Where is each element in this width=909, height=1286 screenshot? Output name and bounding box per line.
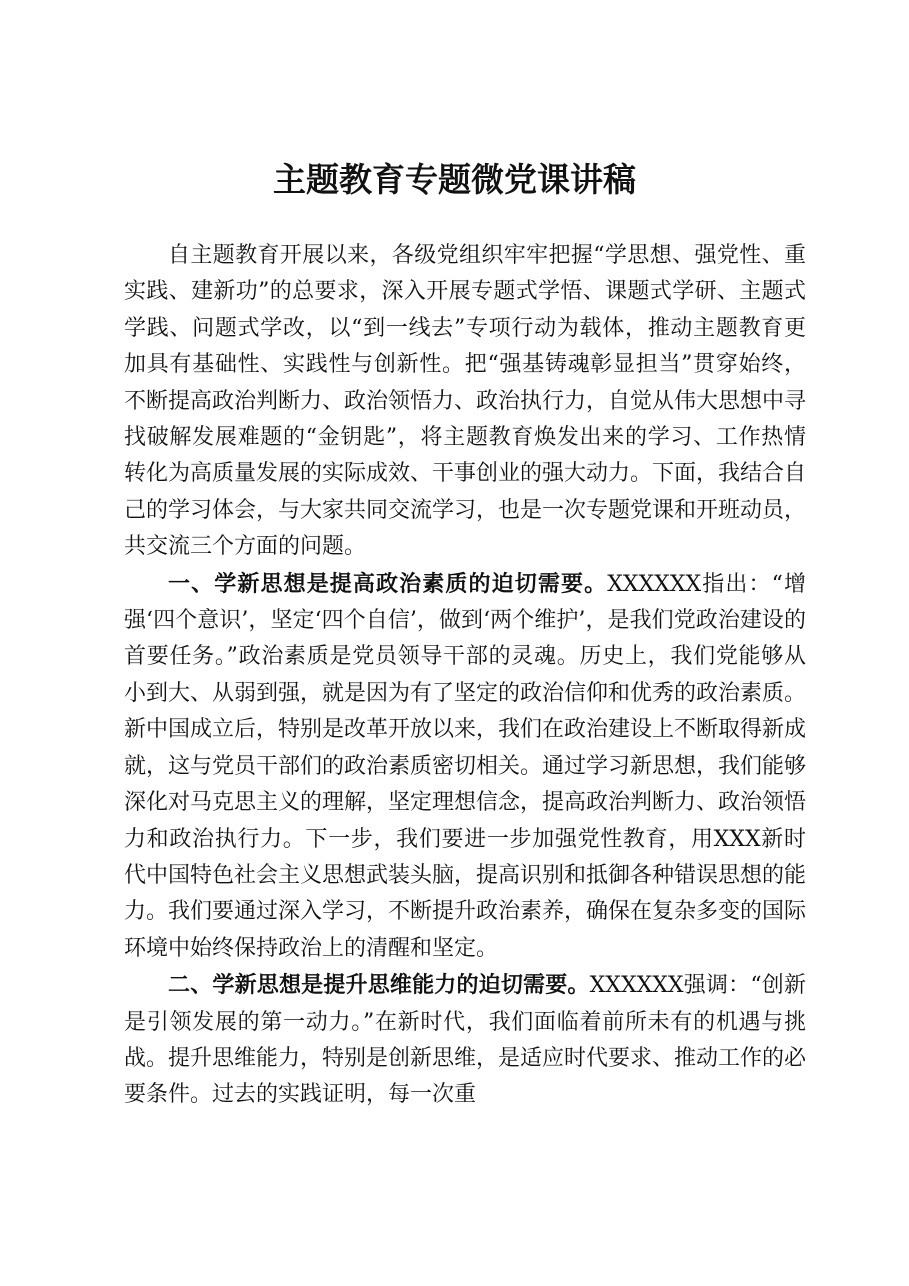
paragraph-section-2 — [124, 967, 806, 1114]
paragraph-text: XXXXXX指出：“增强‘四个意识’，坚定‘四个自信’，做到‘两个维护’，是我们党政治建设的首要任务。”政治素质是党员领导干部的灵魂。历史上，我们党能够从小到大、从弱到强，就是因为有了坚定的政治信仰和优秀的政治素质。新中国成立后，特别是改革开放以来，我们在政治建设上不断取得新成就，这与党员干部们的政治素质密切相关。通过学习新思想，我们能够深化对马克思主义的理解，坚定理想信念，提高政治判断力、政治领悟力和政治执行力。下一步，我们要进一步加强党性教育，用XXX新时代中国特色社会主义思想武装头脑，提高识别和抵御各种错误思想的能力。我们要通过深入学习，不断提升政治素养，确保在复杂多变的国际环境中始终保持政治上的清醒和坚定。 — [124, 571, 807, 961]
paragraph-text: XXXXXX强调：“创新是引领发展的第一动力。”在新时代，我们面临着前所未有的机遇与挑战。提升思维能力，特别是创新思维，是适应时代要求、推动工作的必要条件。过去的实践证明，每一次重 — [124, 973, 807, 1108]
section-heading: 一、学新思想是提高政治素质的迫切需要。 — [168, 570, 608, 597]
document-title: 主题教育专题微党课讲稿 — [273, 160, 636, 199]
paragraph-intro — [124, 238, 806, 566]
section-heading: 二、学新思想是提升思维能力的迫切需要。 — [168, 972, 590, 999]
document-body — [124, 238, 806, 1114]
paragraph-section-1 — [124, 566, 806, 967]
paragraph-text: 自主题教育开展以来，各级党组织牢牢把握“学思想、强党性、重实践、建新功”的总要求，深入开展专题式学悟、课题式学研、主题式学践、问题式学改，以“到一线去”专项行动为载体，推动主题教育更加具有基础性、实践性与创新性。把“强基铸魂彰显担当”贯穿始终，不断提高政治判断力、政治领悟力、政治执行力，自觉从伟大思想中寻找破解发展难题的“金钥匙”，将主题教育焕发出来的学习、工作热情转化为高质量发展的实际成效、干事创业的强大动力。下面，我结合自己的学习体会，与大家共同交流学习，也是一次专题党课和开班动员，共交流三个方面的问题。 — [124, 243, 807, 560]
